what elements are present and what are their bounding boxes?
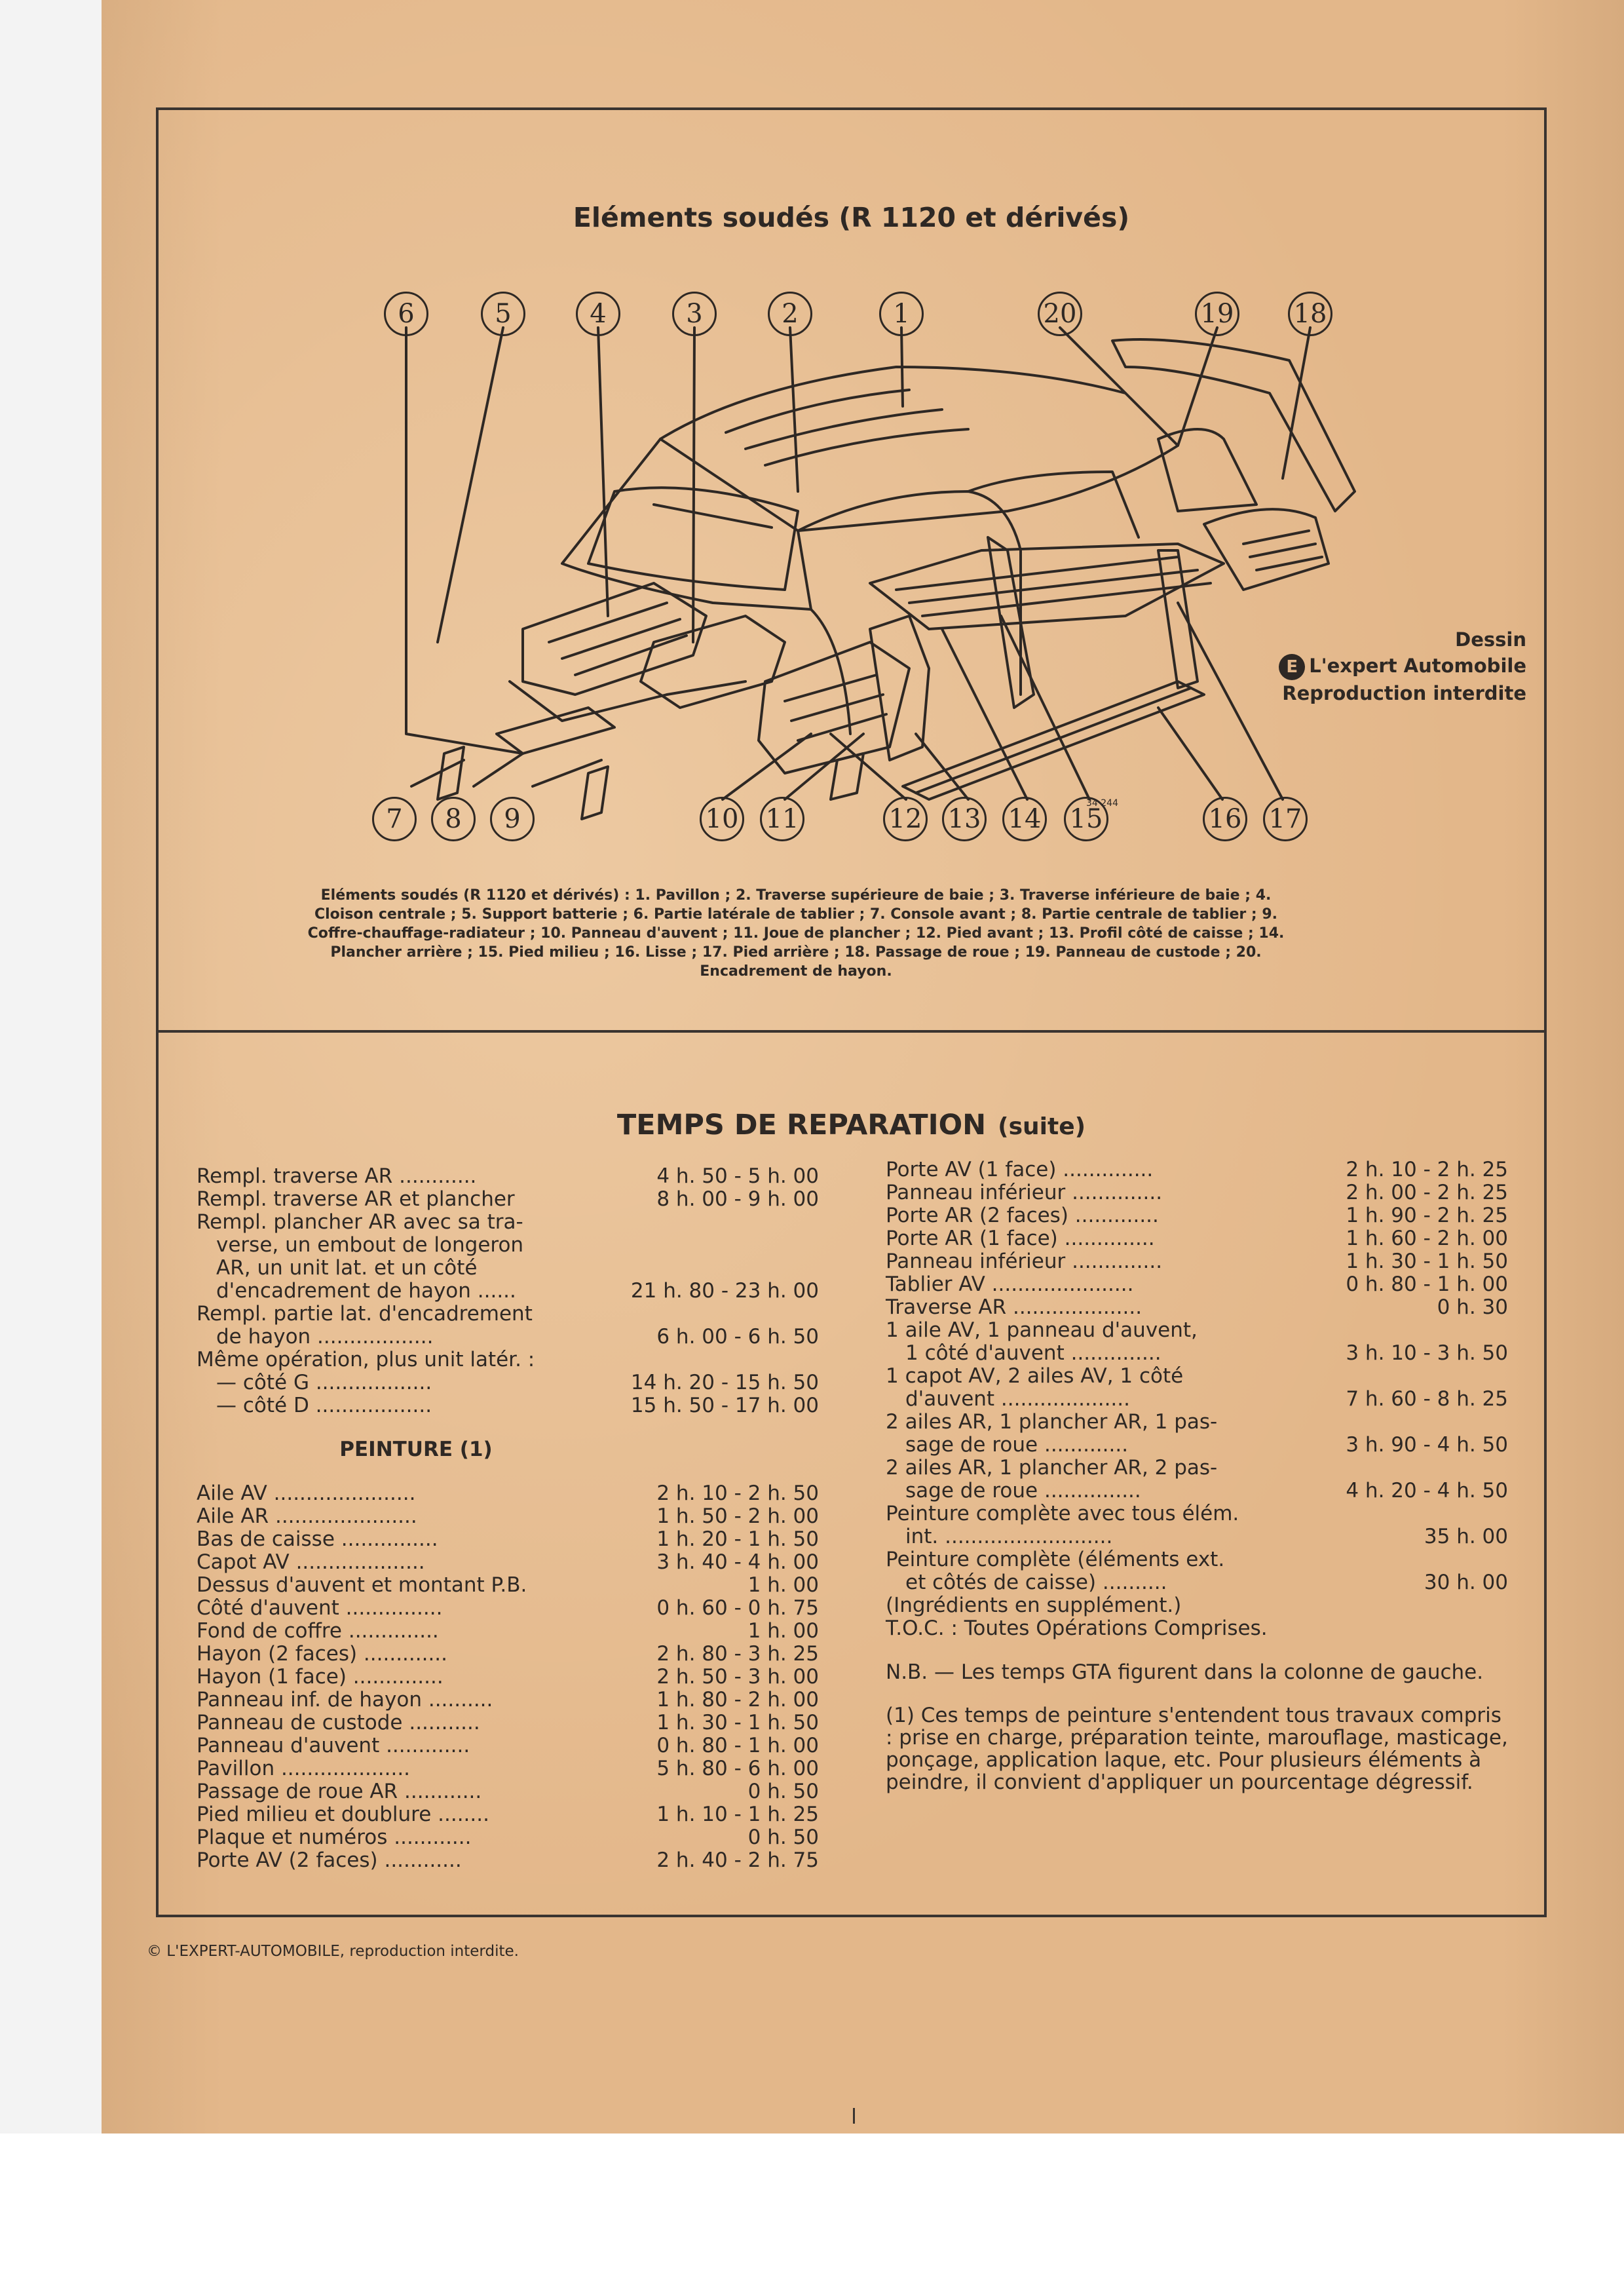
table-row [197, 1597, 819, 1620]
row-label: Fond de coffre .............. [197, 1619, 439, 1643]
table-row [886, 1273, 1508, 1296]
row-label: 1 aile AV, 1 panneau d'auvent, [886, 1318, 1198, 1342]
credit-line-2 [1225, 653, 1526, 680]
table-row [197, 1371, 819, 1394]
row-time: 1 h. 80 - 2 h. 00 [656, 1688, 819, 1712]
table-row [197, 1666, 819, 1689]
row-label: Panneau inf. de hayon .......... [197, 1688, 493, 1712]
credit-line-2-text: L'expert Automobile [1309, 655, 1526, 677]
row-label: Dessus d'auvent et montant P.B. [197, 1573, 527, 1597]
row-label: Aile AV ...................... [197, 1482, 416, 1505]
row-label: sage de roue ............... [905, 1479, 1141, 1502]
row-label: 1 capot AV, 2 ailes AV, 1 côté [886, 1364, 1184, 1388]
row-time: 1 h. 00 [747, 1573, 819, 1597]
figure-caption: Eléments soudés (R 1120 et dérivés) : 1. Pavillon ; 2. Traverse supérieure de baie ; 3. Traverse inférieure de baie ; 4. Cloison centrale ; 5. Support batterie ; 6. Partie latérale de tablier ; 7. Console avant ; 8. Partie centrale de tablier ; 9. Coffre-chauffage-radiateur ; 10. Panneau d'auvent ; 11. Joue de plancher ; 12. Pied avant ; 13. Profil côté de caisse ; 14. Plancher arrière ; 15. Pied milieu ; 16. Lisse ; 17. Pied arrière ; 18. Passage de roue ; 19. Panneau de custode ; 20. Encadrement de hayon. [307, 887, 1285, 980]
row-label: d'encadrement de hayon ...... [216, 1279, 516, 1303]
table-row [886, 1296, 1508, 1319]
right-rows [886, 1158, 1508, 1640]
row-label: (Ingrédients en supplément.) [886, 1594, 1182, 1617]
row-time: 2 h. 00 - 2 h. 25 [1346, 1181, 1508, 1204]
row-label: Panneau inférieur .............. [886, 1250, 1163, 1273]
callout-19: 19 [1195, 292, 1239, 336]
callout-18: 18 [1288, 292, 1332, 336]
row-label: 1 côté d'auvent .............. [905, 1341, 1161, 1365]
table-row [886, 1617, 1508, 1640]
row-time: 4 h. 50 - 5 h. 00 [656, 1164, 819, 1188]
footnote: (1) Ces temps de peinture s'entendent tous travaux compris : prise en charge, préparation teinte, marouflage, masticage, ponçage, application laque, etc. Pour plusieurs éléments à peindre, il convient d'appliquer un pourcentage dégressif. [886, 1704, 1508, 1794]
row-label: de hayon .................. [216, 1325, 434, 1349]
callout-4: 4 [576, 292, 620, 336]
row-time: 30 h. 00 [1424, 1571, 1508, 1594]
callout-3: 3 [672, 292, 717, 336]
table-row [197, 1394, 819, 1417]
table-row [197, 1234, 819, 1257]
drawing-credit [1225, 626, 1526, 706]
row-time: 4 h. 20 - 4 h. 50 [1346, 1479, 1508, 1502]
section-title [156, 1109, 1547, 1141]
row-label: Porte AV (2 faces) ............ [197, 1848, 462, 1872]
row-label: Plaque et numéros ............ [197, 1826, 472, 1849]
section-title-text: TEMPS DE REPARATION [616, 1109, 987, 1141]
table-row [197, 1689, 819, 1712]
row-time: 0 h. 80 - 1 h. 00 [1346, 1272, 1508, 1296]
expert-logo-icon: E [1279, 654, 1305, 680]
callout-5: 5 [481, 292, 525, 336]
row-label: Bas de caisse ............... [197, 1527, 438, 1551]
callout-13: 13 [942, 797, 987, 841]
copyright-footer: © L'EXPERT-AUTOMOBILE, reproduction interdite. [147, 1943, 519, 1960]
row-time: 2 h. 10 - 2 h. 25 [1346, 1158, 1508, 1181]
row-time: 7 h. 60 - 8 h. 25 [1346, 1387, 1508, 1411]
scanner-bottom [0, 2133, 1624, 2296]
table-row [197, 1280, 819, 1303]
table-row [197, 1803, 819, 1826]
callout-15: 15 [1064, 797, 1108, 841]
row-label: Pied milieu et doublure ........ [197, 1803, 489, 1826]
row-label: Côté d'auvent ............... [197, 1596, 443, 1620]
callout-20: 20 [1038, 292, 1082, 336]
row-label: Rempl. plancher AR avec sa tra- [197, 1210, 523, 1234]
row-label: d'auvent .................... [905, 1387, 1130, 1411]
table-row [197, 1712, 819, 1734]
callout-9: 9 [490, 797, 535, 841]
table-row [197, 1849, 819, 1872]
row-label: — côté D .................. [216, 1394, 432, 1417]
row-time: 1 h. 60 - 2 h. 00 [1346, 1227, 1508, 1250]
table-row [886, 1594, 1508, 1617]
row-label: Tablier AV ...................... [886, 1272, 1134, 1296]
row-time: 1 h. 30 - 1 h. 50 [656, 1711, 819, 1734]
row-label: Passage de roue AR ............ [197, 1780, 482, 1803]
row-label: Panneau de custode ........... [197, 1711, 480, 1734]
callout-8: 8 [431, 797, 476, 841]
spacer [886, 1640, 1508, 1661]
right-column [886, 1158, 1508, 1793]
nb-note: N.B. — Les temps GTA figurent dans la colonne de gauche. [886, 1660, 1484, 1684]
row-time: 0 h. 50 [747, 1780, 819, 1803]
row-label: 2 ailes AR, 1 plancher AR, 2 pas- [886, 1456, 1218, 1480]
row-label: Même opération, plus unit latér. : [197, 1348, 535, 1371]
row-label: 2 ailes AR, 1 plancher AR, 1 pas- [886, 1410, 1218, 1434]
row-label: AR, un unit lat. et un côté [216, 1256, 478, 1280]
table-row [886, 1388, 1508, 1411]
row-label: Pavillon .................... [197, 1757, 411, 1780]
table-row [886, 1365, 1508, 1388]
table-row [197, 1734, 819, 1757]
row-time: 1 h. 20 - 1 h. 50 [656, 1527, 819, 1551]
table-row [886, 1250, 1508, 1273]
callout-6: 6 [384, 292, 428, 336]
row-time: 1 h. 50 - 2 h. 00 [656, 1504, 819, 1528]
credit-line-3: Reproduction interdite [1282, 682, 1526, 704]
row-label: Porte AR (2 faces) ............. [886, 1204, 1159, 1227]
table-row [886, 1571, 1508, 1594]
row-time: 1 h. 30 - 1 h. 50 [1346, 1250, 1508, 1273]
row-time: 2 h. 10 - 2 h. 50 [656, 1482, 819, 1505]
row-time: 2 h. 50 - 3 h. 00 [656, 1665, 819, 1689]
table-row [197, 1826, 819, 1849]
table-row [197, 1757, 819, 1780]
table-row [886, 1457, 1508, 1480]
page-tick-mark [853, 2108, 855, 2124]
row-label: Rempl. traverse AR ............ [197, 1164, 477, 1188]
row-label: et côtés de caisse) .......... [905, 1571, 1167, 1594]
table-row [197, 1211, 819, 1234]
table-row [197, 1482, 819, 1505]
table-row [197, 1349, 819, 1371]
figure-title: Eléments soudés (R 1120 et dérivés) [573, 202, 1130, 233]
row-label: Peinture complète avec tous élém. [886, 1502, 1239, 1525]
table-row [886, 1434, 1508, 1457]
row-time: 1 h. 00 [747, 1619, 819, 1643]
row-label: Porte AR (1 face) .............. [886, 1227, 1155, 1250]
callout-17: 17 [1263, 797, 1308, 841]
row-time: 21 h. 80 - 23 h. 00 [630, 1279, 819, 1303]
table-row [197, 1165, 819, 1188]
table-row [197, 1620, 819, 1643]
peinture-title: PEINTURE (1) [339, 1438, 493, 1461]
callout-2: 2 [768, 292, 812, 336]
table-row [886, 1204, 1508, 1227]
callout-7: 7 [372, 797, 417, 841]
spacer [197, 1417, 819, 1438]
table-row [197, 1303, 819, 1326]
row-time: 0 h. 50 [747, 1826, 819, 1849]
callout-12: 12 [883, 797, 928, 841]
row-label: Rempl. partie lat. d'encadrement [197, 1302, 533, 1326]
car-body-diagram [156, 275, 1547, 865]
row-label: Peinture complète (éléments ext. [886, 1548, 1225, 1571]
frame-divider [156, 1030, 1547, 1033]
table-row [197, 1574, 819, 1597]
spacer [197, 1461, 819, 1482]
row-label: — côté G .................. [216, 1371, 432, 1394]
row-label: Capot AV .................... [197, 1550, 425, 1574]
left-column [197, 1165, 819, 1872]
callout-1: 1 [879, 292, 924, 336]
row-label: Panneau d'auvent ............. [197, 1734, 470, 1757]
row-time: 1 h. 10 - 1 h. 25 [656, 1803, 819, 1826]
car-body-drawing [156, 275, 1547, 865]
table-row [197, 1326, 819, 1349]
table-row [197, 1505, 819, 1528]
row-time: 0 h. 30 [1437, 1295, 1508, 1319]
row-label: Hayon (1 face) .............. [197, 1665, 444, 1689]
row-label: Rempl. traverse AR et plancher [197, 1187, 515, 1211]
table-row [197, 1780, 819, 1803]
row-label: Porte AV (1 face) .............. [886, 1158, 1154, 1181]
table-row [197, 1188, 819, 1211]
row-time: 3 h. 10 - 3 h. 50 [1346, 1341, 1508, 1365]
table-row [197, 1257, 819, 1280]
table-row [886, 1525, 1508, 1548]
callout-11: 11 [760, 797, 804, 841]
peinture-rows [197, 1482, 819, 1872]
credit-line-1: Dessin [1455, 628, 1526, 651]
table-row [197, 1551, 819, 1574]
callout-10: 10 [700, 797, 744, 841]
table-row [886, 1227, 1508, 1250]
table-row [886, 1158, 1508, 1181]
callout-14: 14 [1002, 797, 1047, 841]
svg-text:34 244: 34 244 [1086, 798, 1118, 809]
spacer [886, 1683, 1508, 1704]
callout-16: 16 [1203, 797, 1247, 841]
row-time: 2 h. 80 - 3 h. 25 [656, 1642, 819, 1666]
peinture-heading [197, 1438, 819, 1461]
scanner-margin [0, 0, 102, 2133]
row-time: 0 h. 80 - 1 h. 00 [656, 1734, 819, 1757]
row-label: Aile AR ...................... [197, 1504, 417, 1528]
row-time: 5 h. 80 - 6 h. 00 [656, 1757, 819, 1780]
row-time: 6 h. 00 - 6 h. 50 [656, 1325, 819, 1349]
table-row [886, 1181, 1508, 1204]
table-row [886, 1411, 1508, 1434]
row-time: 35 h. 00 [1424, 1525, 1508, 1548]
row-time: 2 h. 40 - 2 h. 75 [656, 1848, 819, 1872]
table-row [886, 1548, 1508, 1571]
row-time: 14 h. 20 - 15 h. 50 [630, 1371, 819, 1394]
table-row [886, 1342, 1508, 1365]
row-label: T.O.C. : Toutes Opérations Comprises. [886, 1617, 1268, 1640]
row-time: 8 h. 00 - 9 h. 00 [656, 1187, 819, 1211]
row-label: int. .......................... [905, 1525, 1113, 1548]
table-row [886, 1319, 1508, 1342]
table-row [886, 1480, 1508, 1502]
row-time: 1 h. 90 - 2 h. 25 [1346, 1204, 1508, 1227]
row-label: Traverse AR .................... [886, 1295, 1142, 1319]
table-row [197, 1643, 819, 1666]
row-time: 3 h. 40 - 4 h. 00 [656, 1550, 819, 1574]
row-time: 0 h. 60 - 0 h. 75 [656, 1596, 819, 1620]
row-label: Panneau inférieur .............. [886, 1181, 1163, 1204]
section-suffix: (suite) [998, 1113, 1086, 1140]
row-time: 3 h. 90 - 4 h. 50 [1346, 1433, 1508, 1457]
left-rows [197, 1165, 819, 1417]
table-row [886, 1502, 1508, 1525]
table-row [197, 1528, 819, 1551]
row-label: verse, un embout de longeron [216, 1233, 524, 1257]
row-time: 15 h. 50 - 17 h. 00 [630, 1394, 819, 1417]
row-label: Hayon (2 faces) ............. [197, 1642, 448, 1666]
row-label: sage de roue ............. [905, 1433, 1129, 1457]
